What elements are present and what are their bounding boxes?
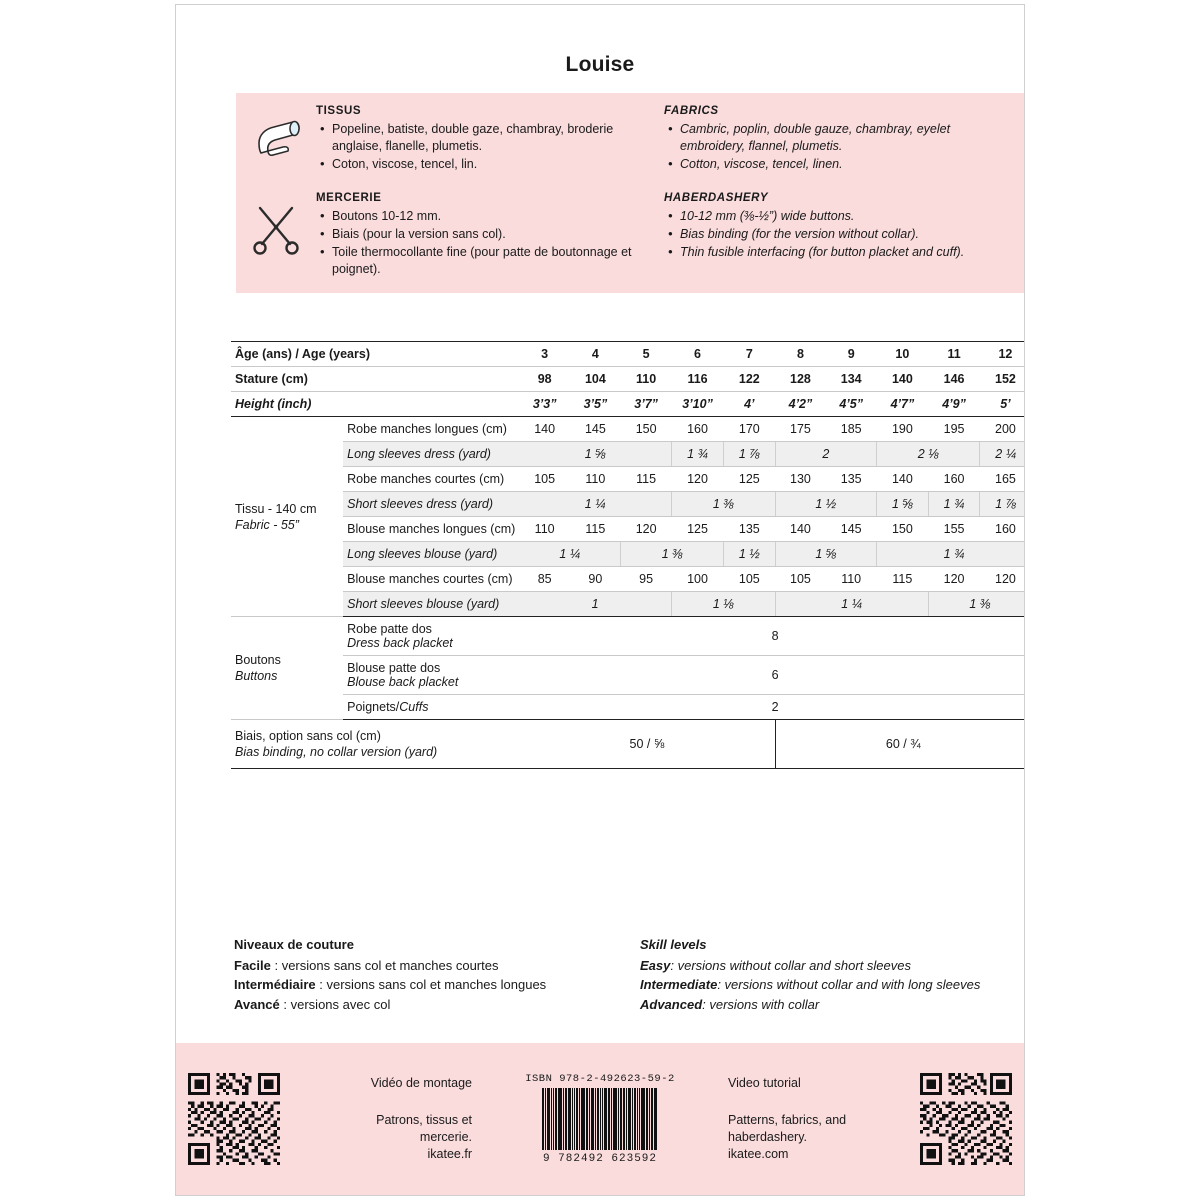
barcode-bars <box>490 1088 710 1150</box>
row-label-fr: Poignets/ <box>347 700 400 714</box>
list-item: • Bias binding (for the version without collar). <box>680 226 1008 243</box>
cell: 145 <box>570 417 621 442</box>
table-row <box>231 592 1025 617</box>
skill-level-name: Intermediate <box>640 977 718 992</box>
cell: 140 <box>519 417 570 442</box>
cell: 140 <box>775 517 826 542</box>
row-label: Blouse manches longues (cm) <box>343 517 519 542</box>
cell: 115 <box>877 567 929 592</box>
skill-sep: : <box>670 957 678 973</box>
cell: 1 ⅜ <box>621 542 724 567</box>
table-row <box>231 567 1025 592</box>
row-label: Long sleeves dress (yard) <box>343 442 519 467</box>
table-row-bias <box>231 720 1025 769</box>
cell: 8 <box>519 617 1025 656</box>
fabrics-fr-heading: TISSUS <box>316 105 362 117</box>
materials-band <box>236 93 1025 293</box>
age-value: 5 <box>621 342 672 367</box>
stature-value: 146 <box>928 367 980 392</box>
row-label: Robe manches courtes (cm) <box>343 467 519 492</box>
buttons-group-label <box>231 617 343 720</box>
row-label-fr: Robe patte dos <box>347 622 432 636</box>
stature-value: 140 <box>877 367 929 392</box>
height-value: 3’3” <box>519 392 570 417</box>
pattern-back-cover <box>175 4 1025 1196</box>
height-value: 4’7” <box>877 392 929 417</box>
cell: 120 <box>980 567 1025 592</box>
isbn-text: ISBN 978-2-492623-59-2 <box>525 1073 675 1085</box>
cell: 125 <box>671 517 723 542</box>
skill-sep: : <box>702 996 710 1012</box>
height-value: 4’ <box>724 392 776 417</box>
cell: 1 ¾ <box>877 542 1025 567</box>
cell: 1 ⅝ <box>775 542 876 567</box>
shop-url-en[interactable]: ikatee.com <box>728 1147 789 1161</box>
skill-levels <box>234 935 1024 1014</box>
cell: 115 <box>570 517 621 542</box>
cell: 1 ¼ <box>775 592 928 617</box>
row-label: Short sleeves dress (yard) <box>343 492 519 517</box>
skill-level-name: Facile <box>234 957 271 973</box>
haberdashery-en-heading: HABERDASHERY <box>664 192 769 204</box>
video-label-fr: Vidéo de montage <box>370 1076 472 1090</box>
skill-levels-fr <box>234 935 618 1014</box>
fabrics-row <box>236 105 1025 174</box>
row-label-fr: Blouse patte dos <box>347 661 441 675</box>
age-value: 8 <box>775 342 826 367</box>
table-row-height <box>231 392 1025 417</box>
cell: 1 <box>519 592 671 617</box>
skill-desc: versions avec col <box>290 996 391 1012</box>
cell: 175 <box>775 417 826 442</box>
page-title: Louise <box>565 53 635 76</box>
cell: 2 <box>519 695 1025 720</box>
buttons-group-fr: Boutons <box>235 653 281 667</box>
stature-value: 152 <box>980 367 1025 392</box>
bias-label <box>231 720 519 769</box>
table-row-age <box>231 342 1025 367</box>
barcode-number: 9 782492 623592 <box>542 1153 658 1165</box>
fabrics-en <box>664 105 1025 174</box>
row-label <box>343 656 519 695</box>
cell: 135 <box>724 517 776 542</box>
bias-label-fr: Biais, option sans col (cm) <box>235 729 381 743</box>
height-value: 3’5” <box>570 392 621 417</box>
table-row <box>231 617 1025 656</box>
cell: 120 <box>671 467 723 492</box>
cell: 145 <box>826 517 877 542</box>
footer-right-text <box>728 1075 908 1163</box>
list-item: • 10-12 mm (⅜-½”) wide buttons. <box>680 208 1008 225</box>
haberdashery-row <box>236 192 1025 279</box>
cell: 1 ⅞ <box>980 492 1025 517</box>
cell: 150 <box>621 417 672 442</box>
height-value: 4’9” <box>928 392 980 417</box>
shop-url-fr[interactable]: ikatee.fr <box>427 1147 472 1161</box>
cell: 160 <box>928 467 980 492</box>
skill-level-name: Intermédiaire <box>234 977 316 992</box>
age-value: 9 <box>826 342 877 367</box>
fabric-roll-icon <box>236 105 316 161</box>
row-label-en: Cuffs <box>399 700 429 714</box>
list-item: • Coton, viscose, tencel, lin. <box>332 156 646 173</box>
skill-desc: versions without collar and short sleeves <box>677 957 911 973</box>
stature-label: Stature (cm) <box>231 367 519 392</box>
cell: 110 <box>519 517 570 542</box>
footer-left-text <box>292 1075 472 1163</box>
cell: 1 ⅝ <box>519 442 671 467</box>
fabric-group-fr: Tissu - 140 cm <box>235 501 317 516</box>
table-row-stature <box>231 367 1025 392</box>
skill-sep: : <box>279 996 291 1012</box>
age-value: 7 <box>724 342 776 367</box>
cell: 1 ⅜ <box>928 592 1025 617</box>
skill-sep: : <box>315 977 327 992</box>
bias-label-en: Bias binding, no collar version (yard) <box>235 745 438 759</box>
shop-label-en-line1: Patterns, fabrics, and <box>728 1113 847 1127</box>
skill-level-name: Avancé <box>234 996 280 1012</box>
cell: 110 <box>570 467 621 492</box>
list-item: • Toile thermocollante fine (pour patte de boutonnage et poignet). <box>332 244 646 278</box>
table-row <box>231 417 1025 442</box>
cell: 1 ⅞ <box>724 442 776 467</box>
fabric-group-label <box>231 417 343 617</box>
height-value: 3’10” <box>671 392 723 417</box>
row-label: Robe manches longues (cm) <box>343 417 519 442</box>
skill-line <box>640 975 1024 995</box>
scissors-icon <box>236 192 316 256</box>
cell: 195 <box>928 417 980 442</box>
cell: 185 <box>826 417 877 442</box>
cell: 2 ¼ <box>980 442 1025 467</box>
skill-levels-en-title: Skill levels <box>640 937 707 952</box>
stature-value: 104 <box>570 367 621 392</box>
stature-value: 116 <box>671 367 723 392</box>
stature-value: 110 <box>621 367 672 392</box>
table-row <box>231 695 1025 720</box>
video-label-en: Video tutorial <box>728 1076 801 1090</box>
cell: 135 <box>826 467 877 492</box>
stature-value: 128 <box>775 367 826 392</box>
cell: 160 <box>980 517 1025 542</box>
cell: 105 <box>519 467 570 492</box>
age-label: Âge (ans) / Age (years) <box>231 342 519 367</box>
haberdashery-fr <box>316 192 664 279</box>
qr-code-en[interactable] <box>920 1073 1012 1165</box>
cell: 1 ¼ <box>519 492 671 517</box>
fabric-group-en: Fabric - 55” <box>235 517 299 532</box>
shop-label-fr-line1: Patrons, tissus et <box>376 1113 472 1127</box>
row-label: Long sleeves blouse (yard) <box>343 542 519 567</box>
fabrics-fr-list <box>316 121 646 173</box>
stature-value: 134 <box>826 367 877 392</box>
skill-level-name: Easy <box>640 957 671 973</box>
height-value: 5’ <box>980 392 1025 417</box>
skill-line <box>640 956 1024 976</box>
row-label <box>343 695 519 720</box>
haberdashery-en <box>664 192 1025 262</box>
table-row <box>231 492 1025 517</box>
row-label <box>343 617 519 656</box>
fabrics-en-heading: FABRICS <box>664 105 719 117</box>
cell: 1 ½ <box>775 492 876 517</box>
cell: 200 <box>980 417 1025 442</box>
skill-sep: : <box>717 977 725 992</box>
list-item: • Boutons 10-12 mm. <box>332 208 646 225</box>
cell: 2 <box>775 442 876 467</box>
age-value: 3 <box>519 342 570 367</box>
table-row <box>231 542 1025 567</box>
list-item: • Thin fusible interfacing (for button placket and cuff). <box>680 244 1008 261</box>
cell: 1 ½ <box>724 542 776 567</box>
list-item: • Cotton, viscose, tencel, linen. <box>680 156 1008 173</box>
cell: 105 <box>775 567 826 592</box>
cell: 155 <box>928 517 980 542</box>
height-value: 4’2” <box>775 392 826 417</box>
fabrics-fr <box>316 105 664 174</box>
height-value: 4’5” <box>826 392 877 417</box>
stature-value: 98 <box>519 367 570 392</box>
skill-desc: versions sans col et manches courtes <box>281 957 499 973</box>
age-value: 6 <box>671 342 723 367</box>
cell: 125 <box>724 467 776 492</box>
cell: 115 <box>621 467 672 492</box>
skill-line <box>234 975 618 995</box>
age-value: 12 <box>980 342 1025 367</box>
cell: 190 <box>877 417 929 442</box>
age-value: 10 <box>877 342 929 367</box>
table-row <box>231 656 1025 695</box>
row-label-en: Dress back placket <box>347 636 453 650</box>
cell: 1 ¾ <box>928 492 980 517</box>
skill-desc: versions with collar <box>709 996 820 1012</box>
cell: 150 <box>877 517 929 542</box>
skill-line <box>234 956 618 976</box>
skill-line <box>234 995 618 1015</box>
cell: 130 <box>775 467 826 492</box>
stature-value: 122 <box>724 367 776 392</box>
cell: 110 <box>826 567 877 592</box>
cell: 1 ⅜ <box>671 492 775 517</box>
skill-desc: versions without collar and with long sleeves <box>724 977 981 992</box>
table-row <box>231 442 1025 467</box>
cell: 1 ¾ <box>671 442 723 467</box>
list-item: • Popeline, batiste, double gaze, chambray, broderie anglaise, flanelle, plumetis. <box>332 121 646 155</box>
list-item: • Biais (pour la version sans col). <box>332 226 646 243</box>
haberdashery-fr-heading: MERCERIE <box>316 192 382 204</box>
skill-desc: versions sans col et manches longues <box>326 977 547 992</box>
height-label: Height (inch) <box>231 392 519 417</box>
cell: 90 <box>570 567 621 592</box>
cell: 120 <box>621 517 672 542</box>
table-row <box>231 517 1025 542</box>
cell: 60 / ¾ <box>775 720 1025 769</box>
age-value: 4 <box>570 342 621 367</box>
cell: 50 / ⅝ <box>629 737 665 751</box>
cell: 1 ¼ <box>519 542 620 567</box>
haberdashery-fr-list <box>316 208 646 278</box>
cell: 170 <box>724 417 776 442</box>
skill-level-name: Advanced <box>640 996 703 1012</box>
row-label: Short sleeves blouse (yard) <box>343 592 519 617</box>
cell: 85 <box>519 567 570 592</box>
skill-sep: : <box>270 957 282 973</box>
cell: 95 <box>621 567 672 592</box>
cell: 165 <box>980 467 1025 492</box>
skill-levels-fr-title: Niveaux de couture <box>234 937 354 952</box>
cell: 160 <box>671 417 723 442</box>
qr-code-fr[interactable] <box>188 1073 280 1165</box>
cell: 100 <box>671 567 723 592</box>
skill-levels-en <box>618 935 1024 1014</box>
buttons-group-en: Buttons <box>235 669 278 683</box>
cell: 2 ⅛ <box>877 442 980 467</box>
skill-line <box>640 995 1024 1015</box>
table-row <box>231 467 1025 492</box>
fabrics-en-list <box>664 121 1008 173</box>
footer-band <box>176 1043 1024 1195</box>
cell: 120 <box>928 567 980 592</box>
shop-label-fr-line2: mercerie. <box>419 1130 472 1144</box>
row-label: Blouse manches courtes (cm) <box>343 567 519 592</box>
cell: 140 <box>877 467 929 492</box>
cell: 1 ⅝ <box>877 492 929 517</box>
cell: 105 <box>724 567 776 592</box>
measurements-table <box>231 341 1025 769</box>
barcode-block <box>490 1073 710 1165</box>
height-value: 3’7” <box>621 392 672 417</box>
cell: 6 <box>519 656 1025 695</box>
list-item: • Cambric, poplin, double gauze, chambray, eyelet embroidery, flannel, plumetis. <box>680 121 1008 155</box>
row-label-en: Blouse back placket <box>347 675 459 689</box>
cell: 1 ⅛ <box>671 592 775 617</box>
haberdashery-en-list <box>664 208 1008 261</box>
shop-label-en-line2: haberdashery. <box>728 1130 807 1144</box>
age-value: 11 <box>928 342 980 367</box>
